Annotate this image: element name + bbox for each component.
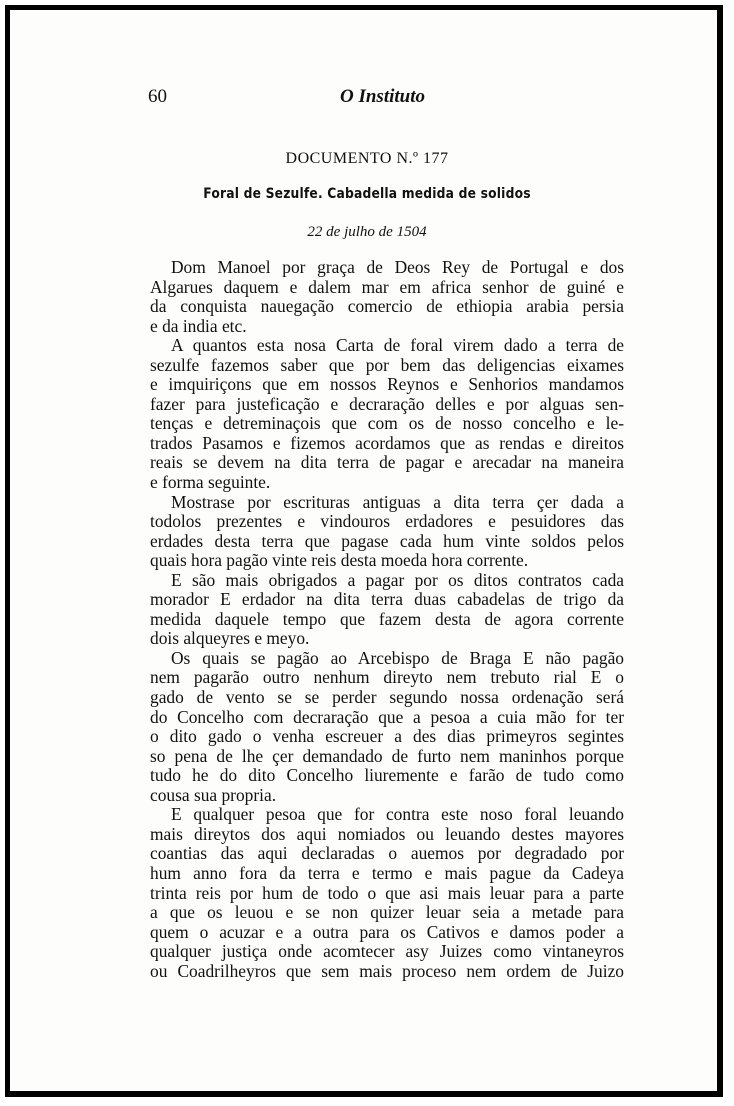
body-line: nem pagarão outro nenhum direyto nem trebuto rial E o (150, 667, 624, 688)
body-line: quais hora pagão vinte reis desta moeda hora corrente. (150, 550, 529, 571)
body-line: ou Coadrilheyros que sem mais proceso nem ordem de Juizo (150, 960, 624, 981)
document-title: Foral de Sezulfe. Cabadella medida de solidos (203, 186, 531, 202)
body-line: E qualquer pesoa que for contra este noso foral leuando (171, 804, 624, 825)
body-line: Mostrase por escrituras antiguas a dita terra çer dada a (171, 491, 624, 512)
body-line: do Concelho com decraração que a pesoa a cuia mão for ter (150, 706, 624, 727)
page-header (148, 86, 588, 110)
running-title: O Instituto (340, 86, 426, 107)
body-line: E são mais obrigados a pagar por os ditos contratos cada (171, 569, 624, 590)
body-line: o dito gado o venha escreuer a des dias primeyros segintes (150, 726, 624, 747)
body-line: mais direytos dos aqui nomiados ou leuando destes mayores (150, 823, 624, 844)
document-date: 22 de julho de 1504 (307, 224, 427, 240)
body-line: hum anno fora da terra e termo e mais pague da Cadeya (150, 862, 624, 883)
body-line: da conquista nauegação comercio de ethiopia arabia persia (150, 296, 624, 317)
body-line: trinta reis por hum de todo o que asi mais leuar para a parte (150, 882, 624, 903)
page-number: 60 (148, 86, 167, 107)
body-line: erdades desta terra que pagase cada hum vinte soldos pelos (150, 530, 624, 551)
body-line: medida daquele tempo que fazem desta de agora corrente (150, 608, 624, 629)
body-line: Dom Manoel por graça de Deos Rey de Portugal e dos (171, 257, 624, 277)
body-line: fazer para justeficação e decraração delles e por alguas sen- (150, 393, 624, 414)
body-line: a que os leuou e se non quizer leuar seia a metade para (150, 902, 624, 923)
document-number: DOCUMENTO N.º 177 (285, 150, 449, 167)
body-line: tenças e detreminaçois que com os de nosso concelho e le- (150, 413, 624, 434)
body-line: Os quais se pagão ao Arcebispo de Braga E não pagão (171, 647, 624, 668)
body-line: cousa sua propria. (150, 784, 277, 805)
body-line: e imquiriçons que em nossos Reynos e Senhorios mandamos (150, 374, 624, 395)
body-line: Algarues daquem e dalem mar em africa senhor de guiné e (150, 276, 624, 297)
body-line: todolos prezentes e vindouros erdadores e pesuidores das (150, 511, 624, 532)
body-line: e forma seguinte. (150, 472, 271, 493)
body-line: so pena de lhe çer demandado de furto nem maninhos porque (150, 745, 624, 766)
body-line: qualquer justiça onde acomtecer asy Juizes como vintaneyros (150, 941, 624, 962)
body-line: A quantos esta nosa Carta de foral virem dado a terra de (171, 335, 624, 356)
body-line: e da india etc. (150, 315, 247, 336)
body-line: trados Pasamos e fizemos acordamos que as rendas e direitos (150, 432, 624, 453)
body-line: gado de vento se se perder segundo nossa ordenação será (150, 687, 624, 708)
body-line: coantias das aqui declaradas o auemos por degradado por (150, 843, 624, 864)
body-line: tudo he do dito Concelho liuremente e farão de tudo como (150, 765, 624, 786)
document-body (150, 258, 624, 981)
body-line: dois alqueyres e meyo. (150, 628, 310, 649)
body-line: reais se devem na dita terra de pagar e arecadar na maneira (150, 452, 624, 473)
body-line: sezulfe fazemos saber que por bem das deligencias eixames (150, 354, 624, 375)
body-line: quem o acuzar e a outra para os Cativos e damos poder a (150, 921, 624, 942)
body-line: morador E erdador na dita terra duas cabadelas de trigo da (150, 589, 624, 610)
